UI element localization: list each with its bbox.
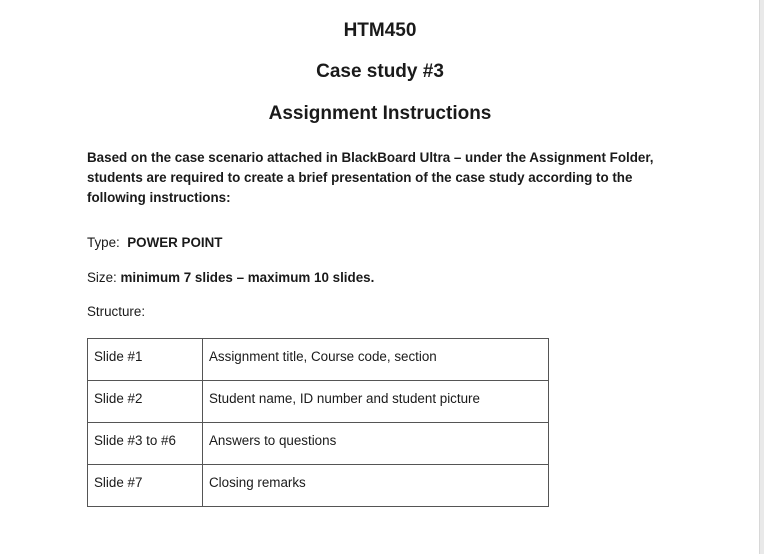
slide-cell: Slide #7 (88, 465, 203, 507)
page-edge (759, 0, 764, 554)
size-label: Size: (87, 270, 117, 285)
table-row (88, 381, 549, 423)
table-row (88, 465, 549, 507)
table-row (88, 339, 549, 381)
intro-paragraph: Based on the case scenario attached in BlackBoard Ultra – under the Assignment Folder, students are required to create a brief presentation of the case study according to the following instructions: (87, 150, 654, 205)
type-label: Type: (87, 235, 120, 250)
type-line (87, 235, 222, 250)
content-cell: Assignment title, Course code, section (203, 339, 549, 381)
type-value: POWER POINT (127, 235, 223, 250)
slide-cell: Slide #1 (88, 339, 203, 381)
content-cell: Answers to questions (203, 423, 549, 465)
content-cell: Student name, ID number and student picture (203, 381, 549, 423)
structure-label: Structure: (87, 304, 146, 319)
size-line (87, 270, 374, 285)
table-row (88, 423, 549, 465)
case-study-title: Case study #3 (316, 61, 444, 82)
assignment-heading: Assignment Instructions (268, 103, 492, 124)
content-cell: Closing remarks (203, 465, 549, 507)
course-code-title: HTM450 (343, 20, 417, 41)
slide-cell: Slide #3 to #6 (88, 423, 203, 465)
size-value: minimum 7 slides – maximum 10 slides. (120, 270, 375, 285)
slide-cell: Slide #2 (88, 381, 203, 423)
structure-table (87, 338, 549, 507)
